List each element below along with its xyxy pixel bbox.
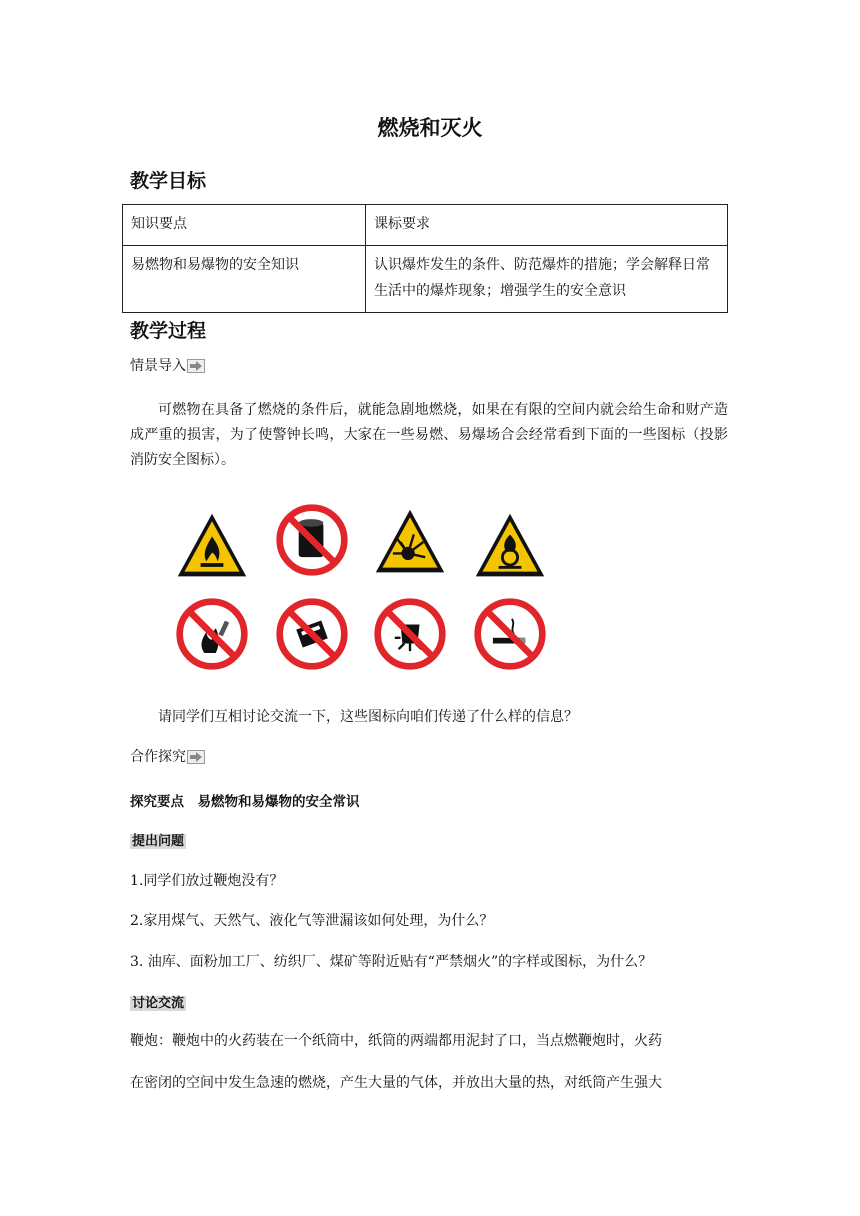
ask-label-wrap	[130, 830, 186, 849]
safety-signs-figure	[166, 500, 566, 680]
section-heading-process: 教学过程	[130, 320, 207, 342]
question-item: 2.家用煤气、天然气、液化气等泄漏该如何处理，为什么？	[130, 913, 494, 929]
intro-paragraph: 可燃物在具备了燃烧的条件后，就能急剧地燃烧，如果在有限的空间内就会给生命和财产造成严重的损害，为了使警钟长鸣，大家在一些易燃、易爆场合会经常看到下面的一些图标（投影消防安全图标）。	[130, 402, 728, 468]
flammable-warning-icon	[174, 508, 250, 584]
intro-label-line	[130, 355, 205, 377]
coop-label: 合作探究	[130, 749, 186, 765]
no-fire-icon	[174, 596, 250, 672]
no-fireworks-icon	[372, 596, 448, 672]
section-heading-goals: 教学目标	[130, 170, 207, 192]
key-point-heading: 探究要点 易燃物和易爆物的安全常识	[130, 794, 360, 810]
question-item: 1.同学们放过鞭炮没有？	[130, 873, 284, 889]
table-header-row	[123, 205, 728, 246]
intro-label: 情景导入	[130, 358, 186, 374]
table-cell: 易燃物和易爆物的安全知识	[123, 246, 366, 313]
coop-label-line	[130, 746, 205, 768]
arrow-right-icon	[187, 359, 205, 373]
no-smoking-icon	[472, 596, 548, 672]
oxidizer-warning-icon	[472, 508, 548, 584]
objectives-table	[122, 204, 728, 313]
ask-label: 提出问题	[132, 834, 185, 849]
no-drum-icon	[274, 502, 350, 578]
question-item: 3. 油库、面粉加工厂、纺织厂、煤矿等附近贴有“严禁烟火”的字样或图标，为什么？	[130, 954, 653, 970]
table-header-cell: 知识要点	[123, 205, 366, 246]
table-header-cell: 课标要求	[366, 205, 728, 246]
answer-line: 在密闭的空间中发生急速的燃烧，产生大量的气体，并放出大量的热，对纸筒产生强大	[130, 1075, 662, 1091]
page-title: 燃烧和灭火	[377, 116, 483, 140]
table-row	[123, 246, 728, 313]
explosive-warning-icon	[372, 504, 448, 580]
discuss-label: 讨论交流	[132, 996, 185, 1011]
question-paragraph: 请同学们互相讨论交流一下，这些图标向咱们传递了什么样的信息？	[158, 709, 578, 725]
arrow-right-icon	[187, 750, 205, 764]
table-cell: 认识爆炸发生的条件、防范爆炸的措施；学会解释日常生活中的爆炸现象；增强学生的安全意识	[366, 246, 728, 313]
answer-line: 鞭炮：鞭炮中的火药装在一个纸筒中，纸筒的两端都用泥封了口，当点燃鞭炮时，火药	[130, 1033, 662, 1049]
no-matches-icon	[274, 596, 350, 672]
discuss-label-wrap	[130, 992, 186, 1011]
